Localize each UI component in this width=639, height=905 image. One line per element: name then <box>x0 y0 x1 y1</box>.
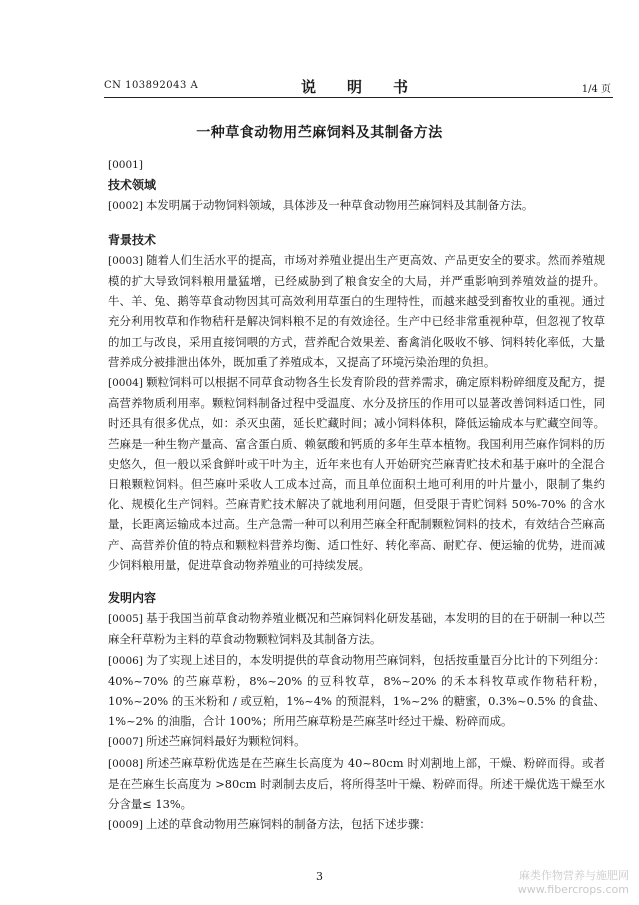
paragraph-text-0007: 所述苎麻饲料最好为颗粒饲料。 <box>146 734 306 749</box>
section-heading-invention: 发明内容 <box>108 591 157 606</box>
watermark-site-name: 麻类作物营养与施肥网 <box>519 869 629 882</box>
paragraph-tag-0007: [0007] <box>108 736 143 749</box>
paragraph-text-0002: 本发明属于动物饲料领域，具体涉及一种草食动物用苎麻饲料及其制备方法。 <box>146 198 534 213</box>
paragraph-tag-0001: [0001] <box>108 159 143 171</box>
publication-number: CN 103892043 A <box>104 80 199 91</box>
paragraph-text-0004: 颗粒饲料可以根据不同草食动物各生长发育阶段的营养需求，确定原料粉碎细度及配方，提高营养物质利用率。颗粒饲料制备过程中受温度、水分及挤压的作用可以显著改善饲料适口性，同时还具有很多优点，如：杀灭虫菌，延长贮藏时间；减小饲料体积，降低运输成本与贮藏空间等。苎麻是一种生物产量高、富含蛋白质、赖氨酸和钙质的多年生草本植物。我国利用苎麻作饲料的历史悠久，但一般以采食鲜叶或干叶为主，近年来也有人开始研究苎麻青贮技术和基于麻叶的全混合日粮颗粒饲料。但苎麻叶采收人工成本过高，而且单位面积土地可利用的叶片量小，限制了集约化、规模化生产饲料。苎麻青贮技术解决了就地利用问题，但受限于青贮饲料 50%-70% 的含水量，长距离运输成本过高。生产急需一种可以利用苎麻全秆配制颗粒饲料的技术，有效结合苎麻高产、高营养价值的特点和颗粒料营养均衡、适口性好、转化率高、耐贮存、便运输的优势，进而减少饲料粮用量，促进草食动物养殖业的可持续发展。 <box>108 375 605 572</box>
paragraph-text-0003: 随着人们生活水平的提高，市场对养殖业提出生产更高效、产品更安全的要求。然而养殖规模的扩大导致饲料粮用量猛增，已经威胁到了粮食安全的大局，并严重影响到养殖效益的提升。牛、羊、兔、鹅等草食动物因其可高效利用草蛋白的生理特性，而越来越受到畜牧业的重视。通过充分利用牧草和作物秸秆是解决饲料粮不足的有效途径。生产中已经非常重视种草，但忽视了牧草的加工与改良，采用直接饲喂的方式，营养配合效果差、畜禽消化吸收不够、饲料转化率低，大量营养成分被排泄出体外，既加重了养殖成本，又提高了环境污染治理的负担。 <box>108 252 605 369</box>
document-type-heading: 说 明 书 <box>300 78 416 96</box>
site-watermark <box>518 869 629 897</box>
section-heading-field: 技术领域 <box>108 178 157 193</box>
paragraph-0006 <box>108 650 605 732</box>
paragraph-0002 <box>108 195 605 216</box>
paragraph-tag-0009: [0009] <box>108 819 143 832</box>
paragraph-0004 <box>108 372 605 575</box>
paragraph-tag-0004: [0004] <box>108 377 143 390</box>
paragraph-text-0009: 上述的草食动物用苎麻饲料的制备方法，包括下述步骤： <box>146 817 431 832</box>
page-indicator: 1/4 页 <box>581 84 611 95</box>
paragraph-tag-0006: [0006] <box>108 654 143 667</box>
paragraph-tag-0003: [0003] <box>108 254 143 267</box>
document-title: 一种草食动物用苎麻饲料及其制备方法 <box>196 125 443 141</box>
paragraph-tag-0002: [0002] <box>108 200 143 213</box>
paragraph-text-0005: 基于我国当前草食动物养殖业概况和苎麻饲料化研发基础，本发明的目的在于研制一种以苎麻全秆草粉为主料的草食动物颗粒饲料及其制备方法。 <box>108 611 605 647</box>
section-heading-background: 背景技术 <box>108 232 157 247</box>
paragraph-tag-0008: [0008] <box>108 757 143 770</box>
paragraph-0007 <box>108 731 605 752</box>
document-body <box>108 155 605 836</box>
paragraph-0005 <box>108 608 605 649</box>
paragraph-text-0006: 为了实现上述目的，本发明提供的草食动物用苎麻饲料，包括按重量百分比计的下列组分：40%~70% 的苎麻草粉，8%~20% 的豆科牧草，8%~20% 的禾本科牧草或作物秸秆粉，10%~20% 的玉米粉和 / 或豆粕，1%~4% 的预混料，1%~2% 的糖蜜，0.3%~0.5% 的食盐、1%~2% 的油脂，合计 100%；所用苎麻草粉是苎麻茎叶经过干燥、粉碎而成。 <box>108 652 605 729</box>
paragraph-0008 <box>108 753 605 815</box>
page-number: 3 <box>316 870 323 883</box>
watermark-url: www.fibercrops.com <box>517 883 629 896</box>
paragraph-tag-0005: [0005] <box>108 613 143 626</box>
header-rule <box>104 97 613 98</box>
paragraph-text-0008: 所述苎麻草粉优选是在苎麻生长高度为 40~80cm 时刈割地上部，干燥、粉碎而得。或者是在苎麻生长高度为 >80cm 时剥制去皮后，将所得茎叶干燥、粉碎而得。所述干燥优选干燥至水分含量≤ 13%。 <box>108 755 605 812</box>
paragraph-0003 <box>108 250 605 372</box>
page-header <box>104 76 613 96</box>
paragraph-0009 <box>108 814 605 835</box>
